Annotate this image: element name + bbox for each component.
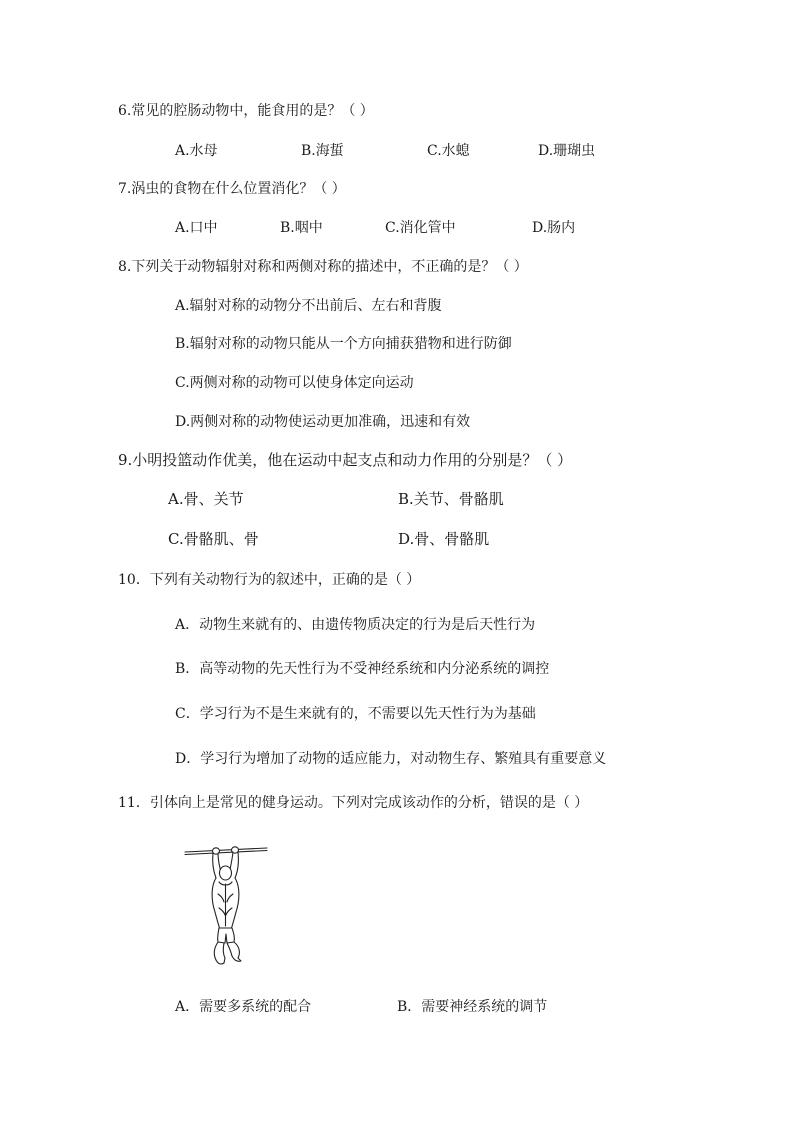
question-11-stem: 11．引体向上是常见的健身运动。下列对完成该动作的分析，错误的是（ ） [118,795,589,811]
question-9-stem: 9.小明投篮动作优美，他在运动中起支点和动力作用的分别是？（ ） [118,451,573,469]
question-10-option-c: C．学习行为不是生来就有的，不需要以先天性行为为基础 [175,706,536,722]
question-9-option-b: B.关节、骨骼肌 [398,490,504,508]
question-8-option-a: A.辐射对称的动物分不出前后、左右和背腹 [175,298,442,314]
question-10-stem: 10．下列有关动物行为的叙述中，正确的是（ ） [118,572,421,588]
question-9-option-a: A.骨、关节 [168,490,244,508]
question-8-option-d: D.两侧对称的动物使运动更加准确，迅速和有效 [175,414,471,430]
question-8-option-c: C.两侧对称的动物可以使身体定向运动 [175,375,414,391]
question-6-option-a: A.水母 [175,143,218,159]
question-7-option-b: B.咽中 [280,220,323,236]
question-10-option-d: D．学习行为增加了动物的适应能力，对动物生存、繁殖具有重要意义 [175,751,607,767]
question-8-stem: 8.下列关于动物辐射对称和两侧对称的描述中，不正确的是？（ ） [118,259,528,275]
question-6-option-d: D.珊瑚虫 [538,143,596,159]
question-6-option-b: B.海蜇 [301,143,344,159]
question-8-option-b: B.辐射对称的动物只能从一个方向捕获猎物和进行防御 [175,336,512,352]
question-6-stem: 6.常见的腔肠动物中，能食用的是？（ ） [118,103,374,119]
question-9-option-d: D.骨、骨骼肌 [398,530,490,548]
question-7-option-d: D.肠内 [532,220,576,236]
question-7-stem: 7.涡虫的食物在什么位置消化？（ ） [118,181,346,197]
question-7-option-c: C.消化管中 [385,220,456,236]
question-6-option-c: C.水螅 [427,143,470,159]
question-11-option-a: A．需要多系统的配合 [175,999,312,1015]
question-7-option-a: A.口中 [175,220,218,236]
question-9-option-c: C.骨骼肌、骨 [168,530,259,548]
question-10-option-b: B．高等动物的先天性行为不受神经系统和内分泌系统的调控 [175,661,550,677]
question-10-option-a: A．动物生来就有的、由遗传物质决定的行为是后天性行为 [175,617,536,633]
question-11-option-b: B．需要神经系统的调节 [397,999,548,1015]
pull-up-illustration [183,842,269,970]
